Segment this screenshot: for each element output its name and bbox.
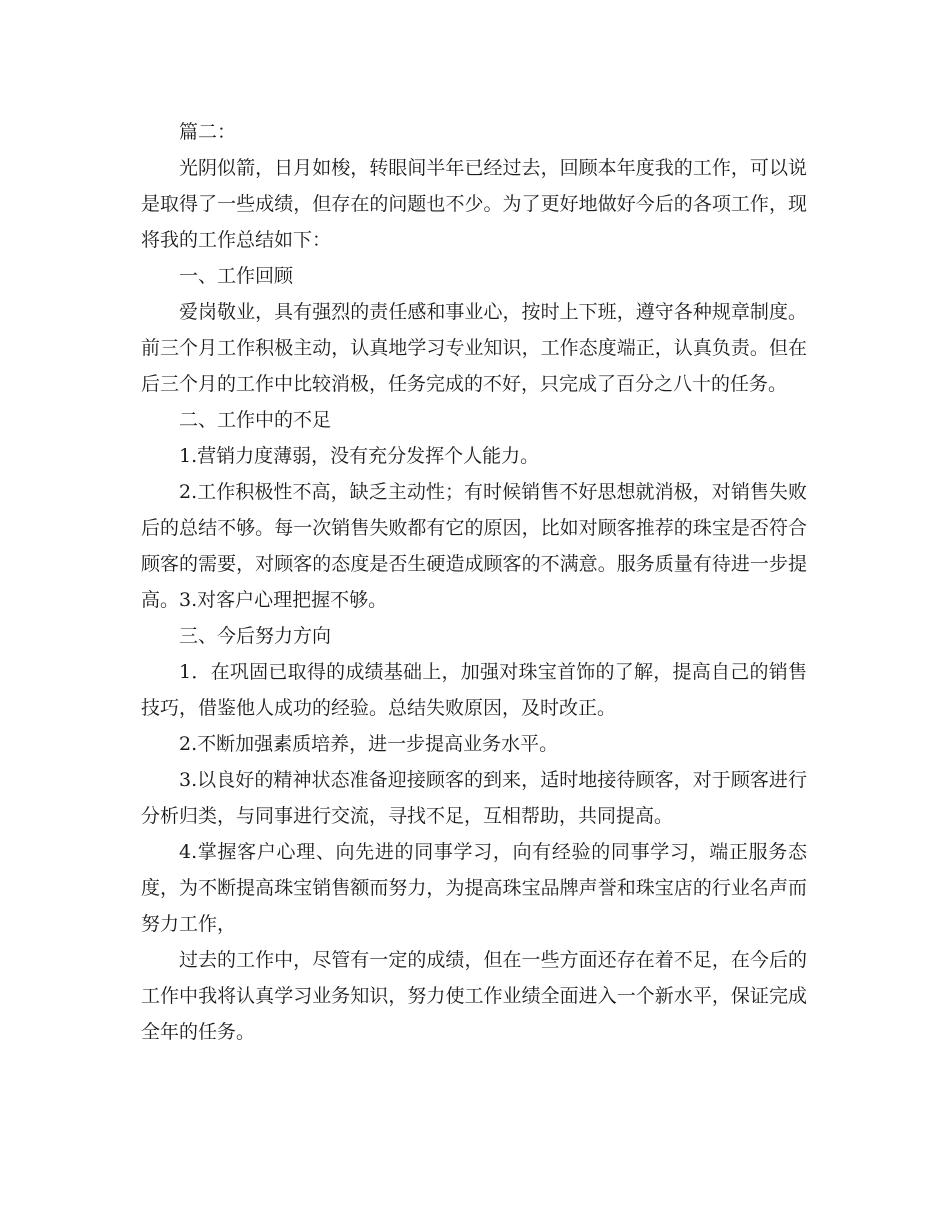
heading-shortcomings: 二、工作中的不足 (179, 409, 332, 431)
direction-item-3: 3.以良好的精神状态准备迎接顾客的到来，适时地接待顾客，对于顾客进行分析归类，与同事进行交流，寻找不足，互相帮助，共同提高。 (141, 769, 807, 827)
shortcoming-item-2: 2.工作积极性不高，缺乏主动性；有时候销售不好思想就消极，对销售失败后的总结不够。每一次销售失败都有它的原因，比如对顾客推荐的珠宝是否符合顾客的需要，对顾客的态度是否生硬造成顾客的不满意。服务质量有待进一步提高。3.对客户心理把握不够。 (141, 481, 807, 611)
direction-item-2: 2.不断加强素质培养，进一步提高业务水平。 (179, 733, 559, 755)
work-review-paragraph: 爱岗敬业，具有强烈的责任感和事业心，按时上下班，遵守各种规章制度。前三个月工作积极主动，认真地学习专业知识，工作态度端正，认真负责。但在后三个月的工作中比较消极，任务完成的不好，只完成了百分之八十的任务。 (141, 301, 807, 395)
shortcoming-item-1: 1.营销力度薄弱，没有充分发挥个人能力。 (179, 445, 540, 467)
intro-paragraph: 光阴似箭，日月如梭，转眼间半年已经过去，回顾本年度我的工作，可以说是取得了一些成绩，但存在的问题也不少。为了更好地做好今后的各项工作，现将我的工作总结如下： (141, 157, 807, 251)
closing-paragraph: 过去的工作中，尽管有一定的成绩，但在一些方面还存在着不足，在今后的工作中我将认真学习业务知识，努力使工作业绩全面进入一个新水平，保证完成全年的任务。 (141, 949, 807, 1043)
direction-item-1: 1．在巩固已取得的成绩基础上，加强对珠宝首饰的了解，提高自己的销售技巧，借鉴他人成功的经验。总结失败原因，及时改正。 (141, 661, 807, 719)
heading-future-direction: 三、今后努力方向 (179, 625, 332, 647)
direction-item-4: 4.掌握客户心理、向先进的同事学习，向有经验的同事学习，端正服务态度，为不断提高珠宝销售额而努力，为提高珠宝品牌声誉和珠宝店的行业名声而努力工作， (141, 841, 807, 935)
heading-work-review: 一、工作回顾 (179, 265, 294, 287)
document-body (141, 114, 807, 1050)
section-label: 篇二： (179, 121, 237, 143)
